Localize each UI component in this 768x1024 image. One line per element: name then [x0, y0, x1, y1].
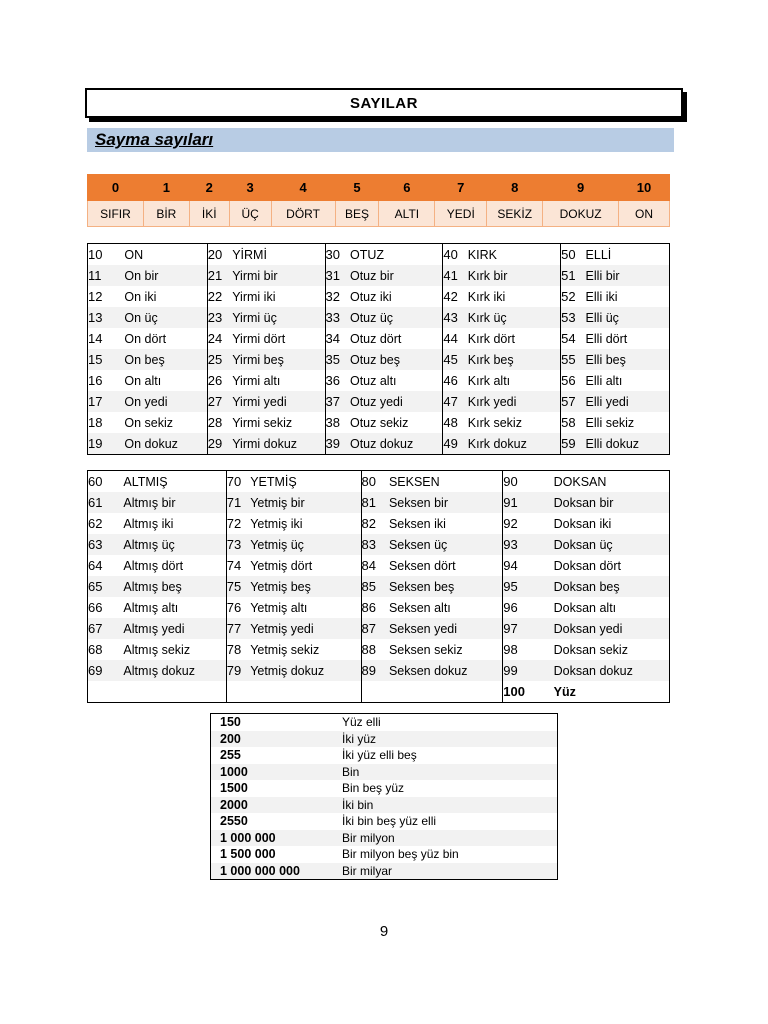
number-cell: 54	[561, 328, 586, 349]
word-cell: Bir milyon beş yüz bin	[342, 847, 459, 862]
number-cell: 48	[443, 412, 468, 433]
table-row	[88, 471, 670, 493]
word-cell: Kırk yedi	[468, 391, 561, 412]
number-cell: 49	[443, 433, 468, 455]
number-cell	[88, 681, 124, 703]
word-cell: Seksen beş	[389, 576, 503, 597]
number-cell: 62	[88, 516, 103, 531]
table-row	[211, 830, 558, 847]
word-cell: Seksen altı	[388, 600, 451, 615]
number-cell: 58	[561, 412, 586, 433]
word-cell: Bin beş yüz	[342, 781, 405, 796]
number-cell: 92	[503, 513, 554, 534]
number-cell: 25	[207, 349, 232, 370]
digit-word: ON	[619, 201, 670, 227]
number-cell: 18	[88, 415, 103, 430]
number-cell: 36	[325, 370, 350, 391]
number-cell: 75	[226, 576, 250, 597]
word-cell: Otuz üç	[350, 307, 443, 328]
number-cell: 51	[561, 265, 586, 286]
number-cell: 27	[207, 391, 232, 412]
digit-number: 7	[435, 175, 487, 201]
word-cell: Doksan yedi	[554, 618, 670, 639]
word-cell: Kırk dört	[467, 331, 516, 346]
table-row	[88, 307, 670, 328]
word-cell: Kırk üç	[468, 307, 561, 328]
number-cell: 44	[443, 328, 468, 349]
word-cell: Doksan üç	[554, 534, 670, 555]
number-cell: 69	[88, 660, 124, 681]
word-cell: Kırk sekiz	[467, 415, 522, 430]
word-cell: Elli beş	[586, 349, 670, 370]
word-cell: Doksan bir	[554, 492, 670, 513]
table-row	[88, 433, 670, 455]
word-cell: Bir milyon	[342, 830, 558, 847]
digit-number: 5	[335, 175, 379, 201]
number-cell: 81	[361, 492, 389, 513]
word-cell: Otuz iki	[349, 289, 392, 304]
number-cell: 78	[226, 639, 250, 660]
word-cell: Yetmiş beş	[250, 576, 361, 597]
word-cell: KIRK	[467, 247, 497, 262]
word-cell: İki yüz elli beş	[342, 748, 417, 763]
word-cell: Altmış üç	[123, 534, 226, 555]
number-cell: 87	[361, 618, 389, 639]
table-row	[88, 370, 670, 391]
tens-table-60-100	[87, 470, 670, 703]
word-cell: On sekiz	[124, 415, 174, 430]
word-cell: Seksen dört	[388, 558, 456, 573]
section-subtitle: Sayma sayıları	[87, 128, 674, 152]
number-cell: 150	[220, 715, 241, 730]
table-row	[211, 846, 558, 863]
number-cell: 53	[561, 307, 586, 328]
table-row	[211, 764, 558, 781]
number-cell: 72	[226, 513, 250, 534]
word-cell: Otuz sekiz	[349, 415, 409, 430]
number-cell: 85	[361, 576, 389, 597]
number-cell: 88	[361, 639, 389, 660]
digit-word: BEŞ	[335, 201, 379, 227]
word-cell: Seksen iki	[388, 516, 446, 531]
number-cell: 42	[443, 286, 468, 307]
table-row	[88, 534, 670, 555]
number-cell: 20	[207, 244, 232, 266]
word-cell: Elli iki	[585, 289, 618, 304]
word-cell: Otuz dokuz	[350, 433, 443, 455]
word-cell: On beş	[124, 349, 207, 370]
number-cell: 28	[207, 412, 232, 433]
word-cell: Doksan sekiz	[553, 642, 628, 657]
number-cell: 90	[503, 471, 554, 493]
word-cell: İki bin beş yüz elli	[342, 814, 437, 829]
table-row	[88, 513, 670, 534]
word-cell	[389, 681, 503, 703]
word-cell: Doksan beş	[554, 576, 670, 597]
number-cell: 61	[88, 492, 124, 513]
digit-word: DÖRT	[271, 201, 335, 227]
number-cell: 1 500 000	[220, 847, 276, 862]
number-cell: 22	[207, 286, 232, 307]
number-cell: 2550	[220, 814, 248, 829]
word-cell: Doksan iki	[553, 516, 612, 531]
number-cell: 33	[325, 307, 350, 328]
word-cell: On dört	[124, 331, 167, 346]
word-cell: Otuz dört	[349, 331, 402, 346]
number-cell: 40	[443, 244, 468, 266]
number-cell: 65	[88, 576, 124, 597]
word-cell: On bir	[124, 265, 207, 286]
table-row	[88, 492, 670, 513]
number-cell: 89	[361, 660, 389, 681]
word-cell: Doksan altı	[553, 600, 617, 615]
word-cell: Elli yedi	[586, 391, 670, 412]
number-cell: 52	[561, 286, 586, 307]
number-cell: 95	[503, 576, 554, 597]
number-cell: 100	[503, 681, 554, 703]
word-cell: Yetmiş bir	[250, 492, 361, 513]
number-cell: 23	[207, 307, 232, 328]
number-cell: 63	[88, 534, 124, 555]
word-cell: On dokuz	[124, 433, 207, 455]
number-cell: 16	[88, 373, 103, 388]
digits-word-row	[88, 201, 670, 227]
number-cell	[361, 681, 389, 703]
digit-number: 4	[271, 175, 335, 201]
table-row	[88, 244, 670, 266]
word-cell: Yetmiş üç	[250, 534, 361, 555]
number-cell: 43	[443, 307, 468, 328]
number-cell: 24	[207, 328, 232, 349]
digit-number: 0	[88, 175, 144, 201]
word-cell: Altmış bir	[123, 492, 226, 513]
digits-table	[87, 174, 670, 227]
word-cell: Seksen sekiz	[388, 642, 463, 657]
word-cell: Kırk bir	[468, 265, 561, 286]
word-cell: Seksen yedi	[389, 618, 503, 639]
word-cell: Yetmiş iki	[250, 516, 303, 531]
word-cell: ALTMIŞ	[123, 474, 168, 489]
word-cell: On altı	[124, 373, 162, 388]
number-cell: 82	[361, 513, 389, 534]
word-cell	[123, 681, 226, 703]
word-cell: Yirmi bir	[232, 265, 325, 286]
word-cell: Yüz elli	[342, 715, 381, 730]
number-cell: 99	[503, 660, 554, 681]
digit-number: 10	[619, 175, 670, 201]
word-cell: Doksan dokuz	[554, 660, 670, 681]
word-cell: Kırk beş	[468, 349, 561, 370]
word-cell: ELLİ	[585, 247, 612, 262]
number-cell: 67	[88, 618, 124, 639]
number-cell: 68	[88, 642, 103, 657]
number-cell: 14	[88, 331, 103, 346]
table-row	[88, 681, 670, 703]
word-cell: Yirmi üç	[232, 307, 325, 328]
number-cell: 12	[88, 289, 103, 304]
word-cell: Seksen üç	[389, 534, 503, 555]
table-row	[88, 618, 670, 639]
number-cell: 41	[443, 265, 468, 286]
number-cell: 2000	[211, 797, 343, 814]
tens-table-10-59	[87, 243, 670, 455]
word-cell: Altmış iki	[123, 516, 174, 531]
number-cell: 47	[443, 391, 468, 412]
number-cell: 1500	[220, 781, 248, 796]
table-row	[88, 349, 670, 370]
digits-number-row	[88, 175, 670, 201]
number-cell: 98	[503, 639, 554, 660]
number-cell: 19	[88, 433, 125, 455]
number-cell: 55	[561, 349, 586, 370]
number-cell: 66	[88, 600, 103, 615]
digit-number: 2	[189, 175, 229, 201]
number-cell: 15	[88, 349, 125, 370]
number-cell: 45	[443, 349, 468, 370]
number-cell: 56	[561, 370, 586, 391]
number-cell: 83	[361, 534, 389, 555]
number-cell: 21	[207, 265, 232, 286]
word-cell: Altmış sekiz	[123, 642, 191, 657]
word-cell: Elli dört	[585, 331, 628, 346]
digit-number: 1	[143, 175, 189, 201]
number-cell: 50	[561, 244, 586, 266]
word-cell: Altmış yedi	[123, 618, 226, 639]
number-cell: 59	[561, 433, 586, 455]
word-cell: Yirmi beş	[232, 349, 325, 370]
word-cell: Yirmi sekiz	[232, 415, 293, 430]
number-cell: 97	[503, 618, 554, 639]
page-title: SAYILAR	[85, 88, 683, 118]
number-cell: 84	[361, 555, 389, 576]
digit-word: ÜÇ	[229, 201, 271, 227]
number-cell: 74	[226, 555, 250, 576]
table-row	[211, 813, 558, 830]
number-cell: 70	[226, 471, 250, 493]
word-cell: İki bin	[342, 797, 558, 814]
word-cell: Doksan dört	[553, 558, 622, 573]
number-cell: 38	[325, 412, 350, 433]
number-cell: 1 000 000 000	[211, 863, 343, 880]
word-cell: Yirmi dokuz	[232, 433, 325, 455]
digit-word: ALTI	[379, 201, 435, 227]
word-cell: On iki	[124, 289, 157, 304]
word-cell: Yetmiş dört	[250, 558, 313, 573]
number-cell: 71	[226, 492, 250, 513]
number-cell: 79	[226, 660, 250, 681]
word-cell: Bin	[342, 764, 558, 781]
word-cell: DOKSAN	[553, 474, 607, 489]
word-cell: Altmış beş	[123, 576, 226, 597]
table-row	[211, 714, 558, 731]
digit-word: YEDİ	[435, 201, 487, 227]
table-row	[88, 597, 670, 618]
word-cell: Yirmi dört	[232, 331, 286, 346]
word-cell: Yetmiş yedi	[250, 618, 361, 639]
word-cell: Seksen dokuz	[389, 660, 503, 681]
table-row	[211, 780, 558, 797]
table-row	[88, 555, 670, 576]
page-number: 9	[379, 923, 389, 940]
big-numbers-table	[210, 713, 558, 880]
number-cell: 11	[88, 265, 125, 286]
number-cell: 73	[226, 534, 250, 555]
number-cell: 93	[503, 534, 554, 555]
table-row	[88, 576, 670, 597]
table-row	[88, 286, 670, 307]
word-cell: YİRMİ	[232, 247, 267, 262]
word-cell: On üç	[124, 307, 207, 328]
number-cell: 17	[88, 391, 125, 412]
number-cell: 29	[207, 433, 232, 455]
word-cell: Yirmi altı	[232, 373, 281, 388]
word-cell: Yetmiş dokuz	[250, 660, 361, 681]
number-cell: 35	[325, 349, 350, 370]
word-cell: Kırk altı	[467, 373, 511, 388]
word-cell: İki yüz	[342, 731, 558, 748]
word-cell: Otuz beş	[350, 349, 443, 370]
word-cell: Altmış altı	[123, 600, 179, 615]
table-row	[88, 391, 670, 412]
number-cell: 30	[325, 244, 350, 266]
number-cell: 76	[226, 597, 250, 618]
number-cell: 1 000 000	[211, 830, 343, 847]
number-cell: 31	[325, 265, 350, 286]
digit-number: 6	[379, 175, 435, 201]
table-row	[88, 660, 670, 681]
number-cell: 39	[325, 433, 350, 455]
number-cell: 91	[503, 492, 554, 513]
number-cell: 77	[226, 618, 250, 639]
word-cell: Kırk dokuz	[468, 433, 561, 455]
word-cell: ON	[124, 247, 144, 262]
number-cell	[226, 681, 250, 703]
number-cell: 10	[88, 247, 103, 262]
word-cell: SEKSEN	[388, 474, 440, 489]
number-cell: 1000	[211, 764, 343, 781]
table-row	[88, 412, 670, 433]
word-cell: Elli sekiz	[585, 415, 635, 430]
digit-word: BİR	[143, 201, 189, 227]
number-cell: 94	[503, 555, 554, 576]
table-row	[211, 797, 558, 814]
digit-number: 8	[487, 175, 543, 201]
number-cell: 26	[207, 370, 232, 391]
digit-word: DOKUZ	[543, 201, 619, 227]
number-cell: 37	[325, 391, 350, 412]
table-row	[88, 265, 670, 286]
word-cell: Altmış dokuz	[123, 660, 226, 681]
word-cell: YETMİŞ	[250, 474, 297, 489]
number-cell: 86	[361, 597, 389, 618]
table-row	[88, 328, 670, 349]
word-cell: Yetmiş sekiz	[250, 642, 320, 657]
digit-number: 9	[543, 175, 619, 201]
word-cell: Elli bir	[586, 265, 670, 286]
word-cell: Yüz	[553, 684, 576, 699]
word-cell	[250, 681, 361, 703]
word-cell: Kırk iki	[467, 289, 506, 304]
digit-word: SEKİZ	[487, 201, 543, 227]
word-cell: OTUZ	[349, 247, 385, 262]
word-cell: Elli üç	[586, 307, 670, 328]
word-cell: Yetmiş altı	[250, 600, 308, 615]
word-cell: Elli dokuz	[586, 433, 670, 455]
number-cell: 96	[503, 597, 554, 618]
table-row	[88, 639, 670, 660]
number-cell: 64	[88, 558, 103, 573]
word-cell: Elli altı	[585, 373, 623, 388]
number-cell: 60	[88, 474, 103, 489]
number-cell: 80	[361, 471, 389, 493]
word-cell: Otuz yedi	[350, 391, 443, 412]
word-cell: Altmış dört	[123, 558, 184, 573]
number-cell: 46	[443, 370, 468, 391]
number-cell: 32	[325, 286, 350, 307]
table-row	[211, 747, 558, 764]
number-cell: 34	[325, 328, 350, 349]
table-row	[211, 731, 558, 748]
word-cell: On yedi	[124, 391, 207, 412]
word-cell: Otuz altı	[349, 373, 397, 388]
digit-word: SIFIR	[88, 201, 144, 227]
word-cell: Otuz bir	[350, 265, 443, 286]
word-cell: Bir milyar	[342, 863, 558, 880]
digit-number: 3	[229, 175, 271, 201]
word-cell: Seksen bir	[389, 492, 503, 513]
table-row	[211, 863, 558, 880]
number-cell: 255	[220, 748, 241, 763]
number-cell: 13	[88, 307, 125, 328]
number-cell: 200	[211, 731, 343, 748]
digit-word: İKİ	[189, 201, 229, 227]
word-cell: Yirmi iki	[232, 289, 276, 304]
word-cell: Yirmi yedi	[232, 391, 325, 412]
number-cell: 57	[561, 391, 586, 412]
